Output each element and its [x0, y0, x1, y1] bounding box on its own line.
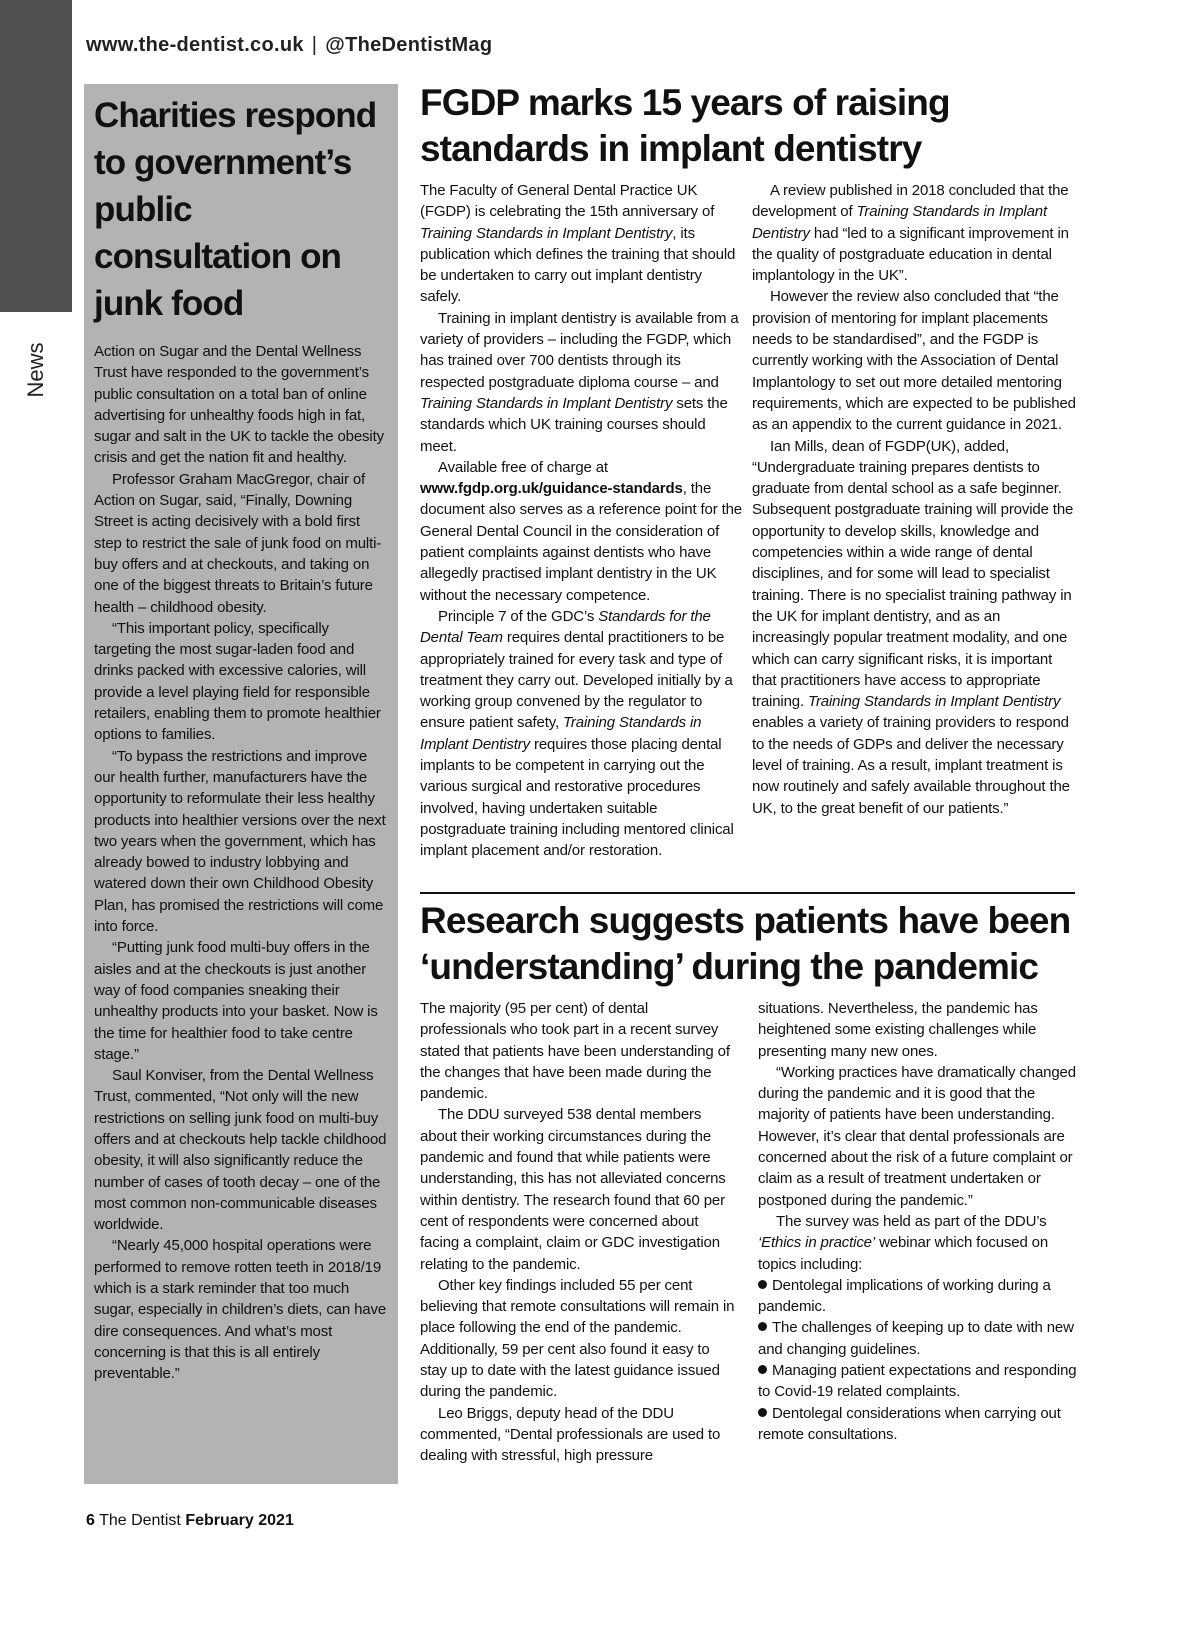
topic-text: Dentolegal implications of working during a pandemic. — [758, 1276, 1051, 1316]
text-run: “This important policy, specifically targeting the most sugar-laden food and drinks packed with excessive calories, will provide a level playing field for responsible retailers, enabling them to promote healthier options to families. — [94, 619, 381, 744]
text-run: , the document also serves as a reference point for the General Dental Council in the consideration of patient complaints against dentists who have allegedly practised implant dentistry in the UK without the necessary competence. — [420, 480, 742, 604]
text-run: , its publication which defines the training that should be undertaken to carry out implant dentistry safely. — [420, 224, 736, 306]
paragraph — [752, 436, 1077, 819]
research-article-title — [420, 898, 1070, 990]
topic-list-item — [758, 1403, 1078, 1446]
text-run: A review published in 2018 concluded that the development of — [752, 182, 1069, 221]
topic-list-item — [758, 1275, 1078, 1318]
sidebar-article-title — [94, 92, 389, 327]
text-run: Leo Briggs, deputy head of the DDU commented, “Dental professionals are used to dealing with stressful, high pressure — [420, 1404, 721, 1465]
paragraph — [758, 998, 1078, 1062]
headline-line: FGDP marks 15 years of raising — [420, 82, 950, 123]
text-run: The DDU surveyed 538 dental members about their working circumstances during the pandemic and found that while patients were understanding, this has not alleviated concerns within dentistry. The research found that 60 per cent of respondents were concerned about facing a complaint, claim or GDC investigation relating to the pandemic. — [420, 1106, 726, 1273]
paragraph — [94, 469, 389, 618]
paragraph — [94, 1065, 389, 1235]
paragraph — [94, 937, 389, 1065]
article-divider — [420, 892, 1075, 894]
paragraph — [758, 1211, 1078, 1275]
text-run: Ian Mills, dean of FGDP(UK), added, “Undergraduate training prepares dentists to graduate from dental school as a safe beginner. Subsequent postgraduate training will provide the opportunity to develop skills, knowledge and competencies within a wide range of dental disciplines, and for some will lead to specialist training. There is no specialist training pathway in the UK for implant dentistry, and as an increasingly popular treatment modality, and one which can carry significant risks, it is important that practitioners have access to appropriate training. — [752, 437, 1074, 711]
research-article-column-2-text — [758, 998, 1078, 1275]
paragraph — [94, 341, 389, 469]
paragraph — [420, 998, 738, 1104]
text-run: had “led to a significant improvement in the quality of postgraduate education in dental implantology in the UK”. — [752, 224, 1069, 285]
sidebar-article — [84, 84, 398, 1484]
headline-line: Charities respond — [94, 96, 377, 135]
bullet-icon — [758, 1322, 767, 1331]
paragraph — [752, 286, 1077, 435]
magazine-name: The Dentist — [99, 1512, 181, 1529]
text-run: situations. Nevertheless, the pandemic has heightened some existing challenges while presenting many new ones. — [758, 1000, 1038, 1060]
research-article-column-1 — [420, 998, 738, 1467]
section-label-text: News — [23, 342, 48, 398]
paragraph — [94, 746, 389, 938]
italic-text: Training Standards in Implant Dentistry — [420, 394, 673, 412]
paragraph — [758, 1062, 1078, 1211]
text-run: “Nearly 45,000 hospital operations were performed to remove rotten teeth in 2018/19 which is a stark reminder that too much sugar, especially in children’s diets, can have dire consequences. And what’s most concerning is that this is all entirely preventable.” — [94, 1237, 387, 1383]
text-run: Other key findings included 55 per cent believing that remote consultations will remain in place following the end of the pandemic. Additionally, 59 per cent also found it easy to stay up to date with the latest guidance issued during the pandemic. — [420, 1276, 735, 1401]
headline-line: consultation on — [94, 237, 342, 276]
site-header — [86, 34, 492, 57]
header-separator: | — [311, 34, 318, 56]
italic-text: Training Standards in Implant Dentistry — [808, 693, 1061, 711]
paragraph — [420, 180, 742, 308]
paragraph — [420, 606, 742, 862]
paragraph — [420, 308, 742, 457]
text-run: sets the standards which UK training courses should meet. — [420, 394, 728, 455]
text-run: Action on Sugar and the Dental Wellness Trust have responded to the government’s public consultation on a total ban of online advertising for unhealthy foods high in fat, sugar and salt in the UK to tackle the obesity crisis and get the nation fit and healthy. — [94, 343, 384, 467]
topic-list-item — [758, 1360, 1078, 1403]
italic-text: ‘Ethics in practice’ — [758, 1234, 876, 1252]
text-run: “Working practices have dramatically changed during the pandemic and it is good that the majority of patients have been understanding. However, it’s clear that dental professionals are concerned about the risk of a future complaint or claim as a result of treatment undertaken or postponed during the pandemic.” — [758, 1063, 1076, 1209]
section-tab-bar — [0, 0, 72, 312]
paragraph — [94, 1235, 389, 1384]
italic-text: Standards for the Dental Team — [420, 607, 711, 647]
text-run: Training in implant dentistry is available from a variety of providers – including the FGDP, which has trained over 700 dentists through its respected postgraduate diploma course – and — [420, 309, 739, 391]
text-run: The majority (95 per cent) of dental professionals who took part in a recent survey stated that patients have been understanding of the changes that have been made during the pandemic. — [420, 1000, 730, 1103]
bullet-icon — [758, 1408, 767, 1417]
paragraph — [94, 618, 389, 746]
topic-list-item — [758, 1317, 1078, 1360]
website-url: www.the-dentist.co.uk — [86, 34, 304, 56]
text-run: webinar which focused on topics including: — [758, 1234, 1049, 1273]
italic-text: Training Standards in Implant Dentistry — [420, 714, 702, 753]
text-run: enables a variety of training providers to respond to the needs of GDPs and deliver the necessary level of training. As a result, implant treatment is now routinely and safely available throughout the UK, to the great benefit of our patients.” — [752, 714, 1070, 817]
twitter-handle: @TheDentistMag — [325, 34, 493, 56]
topic-text: Dentolegal considerations when carrying out remote consultations. — [758, 1404, 1061, 1443]
paragraph — [420, 1403, 738, 1467]
headline-line: public — [94, 190, 192, 229]
link-text: www.fgdp.org.uk/guidance-standards — [420, 480, 683, 498]
text-run: Saul Konviser, from the Dental Wellness Trust, commented, “Not only will the new restrictions on selling junk food on multi-buy offers and at checkouts help tackle childhood obesity, it will also significantly reduce the number of cases of tooth decay – one of the most common non-communicable diseases worldwide. — [94, 1067, 387, 1234]
italic-text: Training Standards in Implant Dentistry — [752, 203, 1047, 242]
paragraph — [420, 457, 742, 606]
headline-line: junk food — [94, 284, 244, 323]
fgdp-article-title — [420, 80, 950, 172]
text-run: Principle 7 of the GDC’s — [438, 607, 599, 625]
text-run: “To bypass the restrictions and improve our health further, manufacturers have the opportunity to reformulate their less healthy products into healthier versions over the next two years when the government, which has already bowed to industry lobbying and watered down their own Childhood Obesity Plan, has promised the restrictions will come into force. — [94, 747, 386, 936]
paragraph — [420, 1275, 738, 1403]
headline-line: to government’s — [94, 143, 352, 182]
fgdp-article-column-1 — [420, 180, 742, 862]
bullet-icon — [758, 1365, 767, 1374]
topic-list — [758, 1275, 1078, 1445]
text-run: “Putting junk food multi-buy offers in the aisles and at the checkouts is just another way of food companies sneaking their unhealthy products into your basket. Now is the time for healthier food to take centre stage.” — [94, 939, 378, 1063]
fgdp-article-column-2 — [752, 180, 1077, 819]
text-run: Available free of charge at — [438, 458, 608, 476]
text-run: Professor Graham MacGregor, chair of Action on Sugar, said, “Finally, Downing Street is acting decisively with a bold first step to restrict the sale of junk food on multi-buy offers and at checkouts, and taking on one of the biggest threats to Britain’s future health – childhood obesity. — [94, 470, 382, 616]
text-run: However the review also concluded that “the provision of mentoring for implant placements needs to be standardised”, and the FGDP is currently working with the Association of Dental Implantology to set out more detailed mentoring requirements, which are expected to be published as an appendix to the current guidance in 2021. — [752, 288, 1076, 434]
bullet-icon — [758, 1280, 767, 1289]
sidebar-article-body — [94, 341, 389, 1385]
headline-line: ‘understanding’ during the pandemic — [420, 946, 1039, 987]
text-run: The Faculty of General Dental Practice UK (FGDP) is celebrating the 15th anniversary of — [420, 182, 715, 221]
headline-line: standards in implant dentistry — [420, 128, 922, 169]
issue-date: February 2021 — [185, 1512, 294, 1529]
topic-text: The challenges of keeping up to date with new and changing guidelines. — [758, 1319, 1074, 1358]
text-run: requires those placing dental implants to be competent in carrying out the various surgical and restorative procedures involved, having undertaken suitable postgraduate training including mentored clinical implant placement and/or restoration. — [420, 735, 734, 860]
topic-text: Managing patient expectations and responding to Covid-19 related complaints. — [758, 1362, 1077, 1401]
research-article-column-2 — [758, 998, 1078, 1445]
paragraph — [420, 1104, 738, 1274]
page-footer — [86, 1512, 294, 1530]
text-run: requires dental practitioners to be appropriately trained for every task and type of treatment they carry out. Developed initially by a working group convened by the regulator to ensure patient safety, — [420, 629, 733, 732]
section-label — [16, 340, 56, 400]
text-run: The survey was held as part of the DDU’s — [776, 1212, 1047, 1230]
italic-text: Training Standards in Implant Dentistry — [420, 224, 673, 242]
paragraph — [752, 180, 1077, 286]
headline-line: Research suggests patients have been — [420, 900, 1071, 941]
page-number: 6 — [86, 1512, 95, 1529]
